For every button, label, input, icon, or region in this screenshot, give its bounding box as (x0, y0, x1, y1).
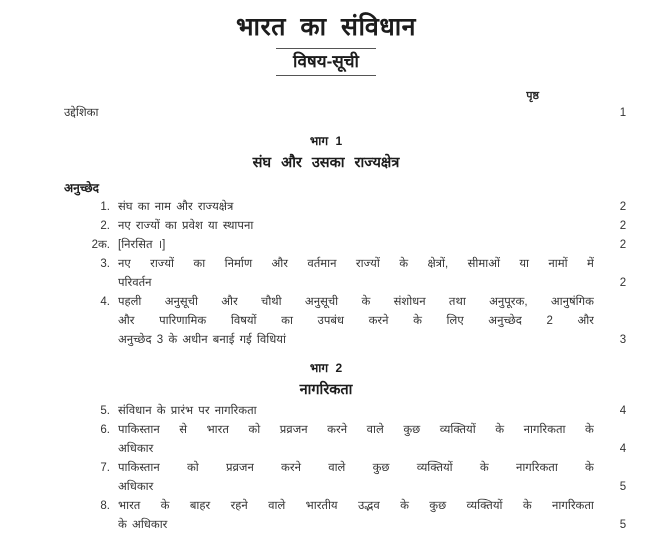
page-number: 1 (619, 107, 627, 120)
toc-entry-text (118, 236, 594, 255)
title-rule-bottom (0, 72, 652, 76)
toc-entry-number: 6. (100, 424, 110, 437)
toc-entry-text (118, 217, 594, 236)
dot-leader (289, 337, 592, 350)
toc-row[interactable] (0, 421, 652, 459)
toc-row[interactable] (0, 217, 652, 236)
toc-entry-text (118, 293, 594, 350)
toc-entry-label: उद्देशिका (64, 107, 99, 120)
page-number: 2 (619, 220, 627, 233)
toc-entry-text (118, 421, 594, 459)
toc-entry-line: पहली अनुसूची और चौथी अनुसूची के संशोधन तथा अनुपूरक, आनुषंगिक (118, 296, 594, 309)
article-column-label: अनुच्छेद (64, 181, 100, 196)
page-column-header: पृष्ठ (526, 90, 539, 103)
leader-line (118, 236, 594, 255)
dot-leader (170, 522, 592, 535)
toc-entry-number: 4. (100, 296, 110, 309)
page-number: 2 (619, 277, 627, 290)
part-title: नागरिकता (299, 382, 353, 399)
toc-row[interactable] (0, 402, 652, 421)
toc-entry-line: के अधिकार (118, 519, 168, 532)
leader-line (118, 440, 594, 459)
toc-entry-line: अधिकार (118, 443, 154, 456)
toc-entry-line: पाकिस्तान को प्रव्रजन करने वाले कुछ व्यक्तियों के नागरिकता के (118, 462, 594, 475)
page-number: 3 (619, 334, 627, 347)
toc-entry-number: 3. (100, 258, 110, 271)
toc-entry-line: परिवर्तन (118, 277, 152, 290)
toc-entry-number: 1. (100, 201, 110, 214)
dot-leader (236, 204, 592, 217)
leader-line (118, 516, 594, 535)
toc-entry-text (118, 402, 594, 421)
toc-row[interactable] (0, 198, 652, 217)
toc-row[interactable] (0, 497, 652, 535)
toc-entry-text (64, 104, 594, 123)
part-label: भाग 1 (309, 134, 343, 149)
dot-leader (156, 446, 592, 459)
leader-line (118, 198, 594, 217)
toc-entry-number: 2. (100, 220, 110, 233)
dot-leader (168, 242, 592, 255)
toc-entry-text (118, 255, 594, 293)
page-number: 4 (619, 443, 627, 456)
leader-line (118, 331, 594, 350)
page-number: 5 (619, 481, 627, 494)
toc-entry-number: 8. (100, 500, 110, 513)
toc-entry-line: संघ का नाम और राज्यक्षेत्र (118, 201, 234, 214)
dot-leader (155, 280, 592, 293)
toc-entry-number: 7. (100, 462, 110, 475)
toc-entry-line: भारत के बाहर रहने वाले भारतीय उद्भव के कुछ व्यक्तियों के नागरिकता (118, 500, 594, 513)
column-header (0, 88, 652, 104)
leader-line (118, 478, 594, 497)
toc-entry-line: अधिकार (118, 481, 154, 494)
toc-row[interactable] (0, 255, 652, 293)
page-number: 2 (619, 239, 627, 252)
dot-leader (156, 484, 592, 497)
page-number: 5 (619, 519, 627, 532)
toc-entry-line: नए राज्यों का निर्माण और वर्तमान राज्यों के क्षेत्रों, सीमाओं या नामों में (118, 258, 594, 271)
leader-line (118, 274, 594, 293)
toc-entry-line: पाकिस्तान से भारत को प्रव्रजन करने वाले कुछ व्यक्तियों के नागरिकता के (118, 424, 594, 437)
toc-entry-number: 2क. (91, 239, 110, 252)
dot-leader (101, 110, 592, 123)
masthead (0, 0, 652, 76)
leader-line (64, 104, 594, 123)
page-number: 4 (619, 405, 627, 418)
leader-line (118, 402, 594, 421)
toc-entry-line: नए राज्यों का प्रवेश या स्थापना (118, 220, 254, 233)
toc-row[interactable] (0, 293, 652, 350)
toc-row[interactable] (0, 459, 652, 497)
title-rule-top (0, 42, 652, 49)
toc-row[interactable] (0, 236, 652, 255)
toc-entry-line: अनुच्छेद 3 के अधीन बनाई गई विधियां (118, 334, 286, 347)
dot-leader (260, 408, 592, 421)
page-title: भारत का संविधान (235, 13, 417, 41)
toc-entry-number: 5. (100, 405, 110, 418)
page-number: 2 (619, 201, 627, 214)
toc-entry-line: [निरसित ।] (118, 239, 166, 252)
toc-entry-text (118, 497, 594, 535)
part-title: संघ और उसका राज्यक्षेत्र (252, 155, 400, 172)
leader-line (118, 217, 594, 236)
dot-leader (256, 223, 592, 236)
toc-entry-line: संविधान के प्रारंभ पर नागरिकता (118, 405, 257, 418)
toc-entry-line: और पारिणामिक विषयों का उपबंध करने के लिए अनुच्छेद 2 और (118, 315, 594, 328)
table-of-contents (0, 104, 652, 535)
part-label: भाग 2 (309, 361, 343, 376)
toc-row-preamble[interactable] (0, 104, 652, 123)
toc-entry-text (118, 198, 594, 217)
toc-entry-text (118, 459, 594, 497)
page-subtitle: विषय-सूची (293, 51, 359, 71)
